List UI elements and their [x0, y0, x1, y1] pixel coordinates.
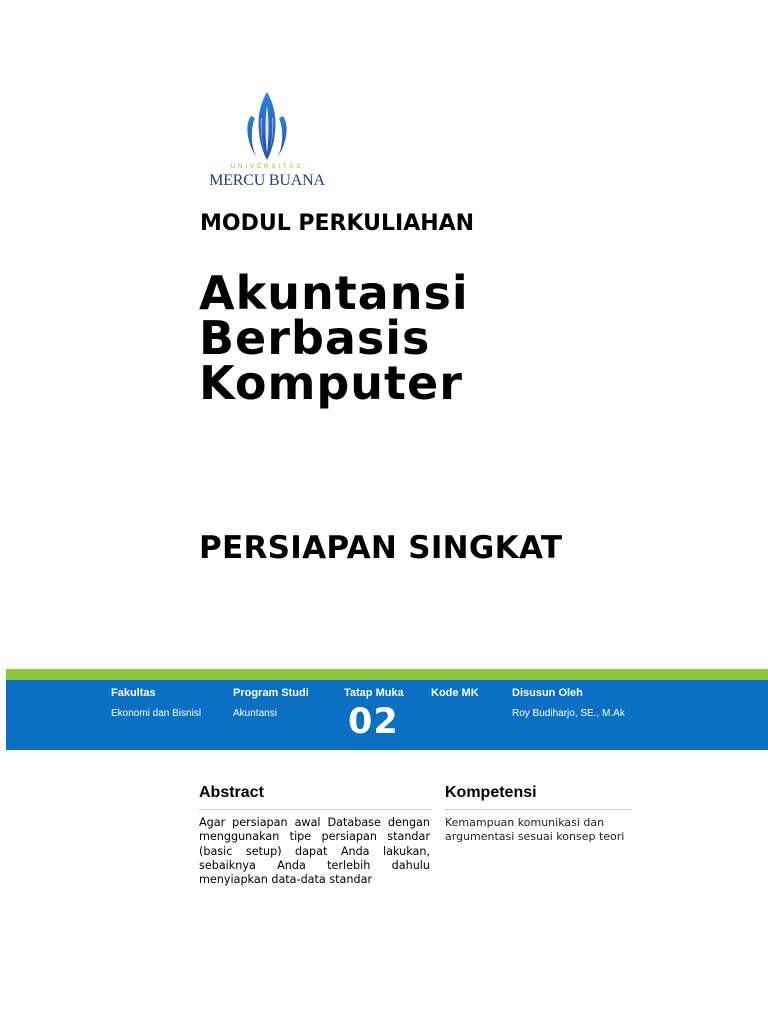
- module-label: MODUL PERKULIAHAN: [200, 211, 475, 236]
- info-band: [6, 680, 768, 750]
- program-studi-label: Program Studi: [233, 687, 309, 699]
- university-logo: [199, 88, 335, 194]
- title-line-2: Berbasis: [199, 311, 431, 365]
- kompetensi-heading: Kompetensi: [445, 784, 537, 801]
- logo-university-name: MERCU BUANA: [209, 172, 325, 189]
- kompetensi-text: Kemampuan komunikasi dan argumentasi sesuai konsep teori: [445, 816, 625, 843]
- logo-university-label: UNIVERSITAS: [230, 164, 304, 170]
- kompetensi-divider: [445, 809, 631, 810]
- abstract-text: Agar persiapan awal Database dengan menggunakan tipe persiapan standar (basic setup) dapat Anda lakukan, sebaiknya Anda terlebih dahulu menyiapkan data-data standar: [199, 816, 430, 887]
- title-line-3: Komputer: [199, 356, 463, 410]
- disusun-oleh-label: Disusun Oleh: [512, 687, 583, 699]
- tatap-muka-value: 02: [348, 702, 399, 742]
- title-line-1: Akuntansi: [199, 266, 469, 320]
- kode-mk-label: Kode MK: [431, 687, 479, 699]
- disusun-oleh-value: Roy Budiharjo, SE., M.Ak: [512, 708, 625, 719]
- tatap-muka-label: Tatap Muka: [344, 687, 404, 699]
- program-studi-value: Akuntansi: [233, 708, 277, 719]
- document-title: [199, 266, 469, 410]
- document-subtitle: PERSIAPAN SINGKAT: [199, 530, 563, 566]
- mercu-buana-emblem-icon: [199, 88, 335, 164]
- green-accent-bar: [6, 669, 768, 680]
- abstract-divider: [199, 809, 431, 810]
- fakultas-label: Fakultas: [111, 687, 156, 699]
- abstract-heading: Abstract: [199, 784, 264, 801]
- fakultas-value: Ekonomi dan Bisnisl: [111, 708, 202, 719]
